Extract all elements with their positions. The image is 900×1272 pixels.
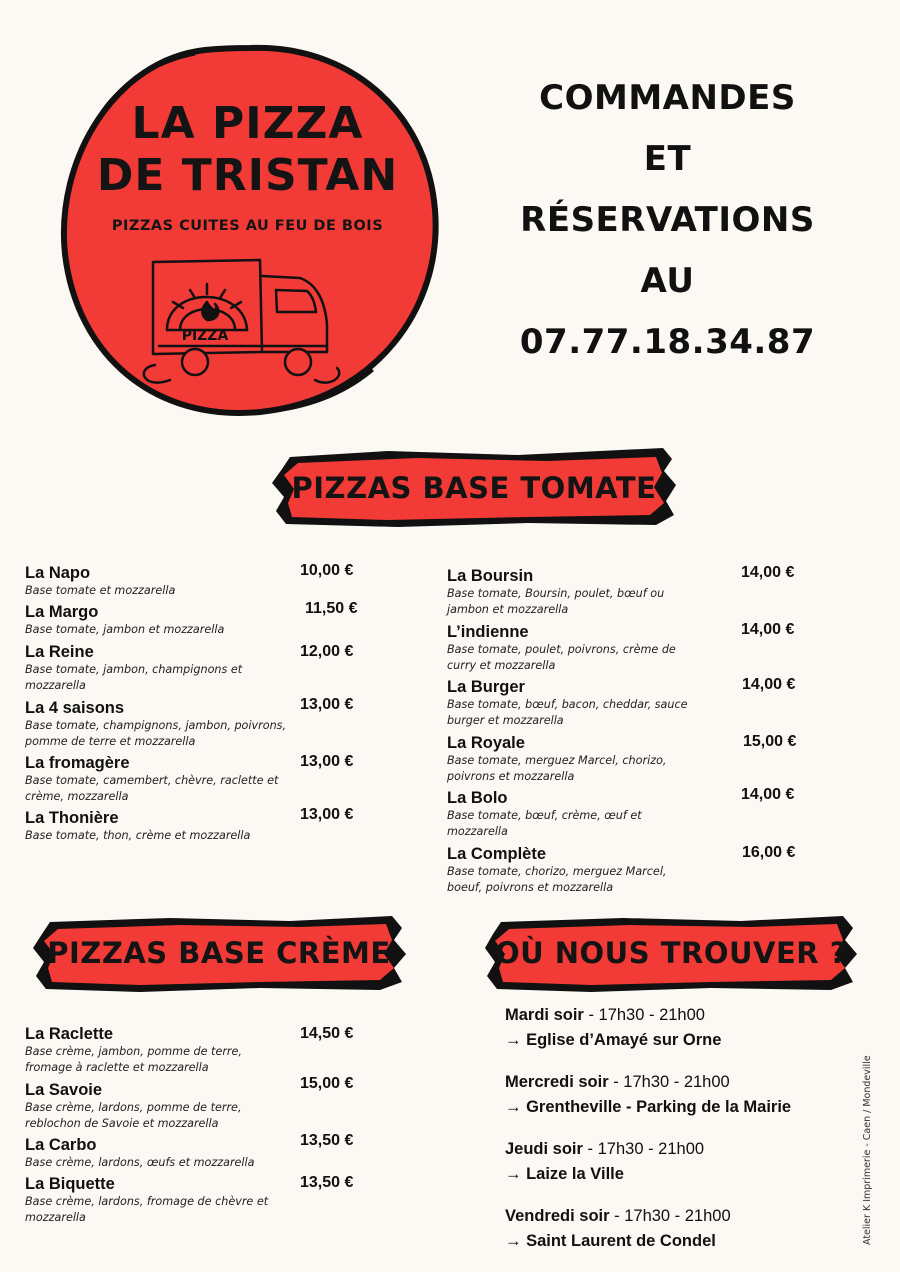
- section-title-tomate: PIZZAS BASE TOMATE: [291, 470, 657, 505]
- contact-line-2: ET: [643, 139, 692, 179]
- menu-item: [25, 753, 287, 805]
- location-entry: [505, 1137, 865, 1187]
- menu-item: [447, 677, 702, 729]
- location-day: Mardi soir: [505, 1006, 584, 1024]
- banner-locations: [483, 912, 859, 994]
- menu-item: [25, 808, 295, 844]
- section-title-creme: PIZZAS BASE CRÈME: [47, 936, 391, 970]
- banner-tomate: [268, 445, 680, 530]
- menu-item: [447, 622, 702, 674]
- section-title-locations: OÙ NOUS TROUVER ?: [494, 936, 848, 970]
- location-day: Jeudi soir: [505, 1140, 583, 1158]
- menu-item: [25, 602, 285, 638]
- location-place: → Saint Laurent de Condel: [505, 1232, 716, 1250]
- menu-item-desc: Base tomate, bœuf, crème, œuf et mozzarella: [447, 809, 642, 838]
- menu-item-desc: Base tomate, merguez Marcel, chorizo, poivrons et mozzarella: [447, 754, 667, 783]
- menu-item-name: La Biquette: [25, 1175, 115, 1193]
- menu-item-price: 14,00 €: [742, 676, 796, 693]
- menu-item-price: 14,00 €: [741, 786, 795, 803]
- menu-item-price: 15,00 €: [300, 1075, 354, 1092]
- menu-item-name: La Margo: [25, 603, 99, 621]
- menu-item-name: L’indienne: [447, 623, 529, 641]
- menu-item-price: 14,00 €: [741, 564, 795, 581]
- menu-item-name: La Burger: [447, 678, 525, 696]
- menu-item-name: La Napo: [25, 564, 91, 582]
- menu-item-name: La Boursin: [447, 567, 534, 585]
- menu-item: [447, 788, 702, 840]
- location-hours: - 17h30 - 21h00: [582, 1140, 705, 1158]
- menu-item: [25, 1024, 287, 1076]
- menu-item-price: 11,50 €: [305, 600, 358, 617]
- menu-item-desc: Base tomate, camembert, chèvre, raclette et crème, mozzarella: [25, 774, 279, 803]
- menu-item-desc: Base tomate, Boursin, poulet, bœuf ou jambon et mozzarella: [447, 587, 665, 616]
- menu-item-name: La Thonière: [25, 809, 119, 827]
- menu-item-price: 14,00 €: [741, 621, 795, 638]
- menu-item: [447, 566, 702, 618]
- menu-item-price: 13,00 €: [300, 753, 354, 770]
- menu-item-desc: Base crème, jambon, pomme de terre, fromage à raclette et mozzarella: [25, 1045, 242, 1074]
- menu-item: [447, 733, 702, 785]
- menu-item: [447, 844, 702, 896]
- menu-item-price: 10,00 €: [300, 562, 354, 579]
- menu-item-name: La Carbo: [25, 1136, 97, 1154]
- location-day: Vendredi soir: [505, 1207, 610, 1225]
- banner-creme: [30, 912, 408, 994]
- menu-item-price: 13,00 €: [300, 806, 354, 823]
- truck-label: PIZZA: [181, 328, 229, 344]
- menu-item-desc: Base tomate, jambon et mozzarella: [25, 623, 225, 636]
- location-entry: [505, 1003, 865, 1053]
- menu-item-price: 12,00 €: [300, 643, 354, 660]
- logo: [55, 40, 440, 420]
- menu-item: [25, 563, 285, 599]
- menu-item-desc: Base tomate, chorizo, merguez Marcel, boeuf, poivrons et mozzarella: [447, 865, 667, 894]
- menu-item-price: 13,00 €: [300, 696, 354, 713]
- location-entry: [505, 1204, 865, 1254]
- menu-item-desc: Base crème, lardons, pomme de terre, reblochon de Savoie et mozzarella: [25, 1101, 242, 1130]
- location-hours: - 17h30 - 21h00: [609, 1207, 731, 1225]
- contact-line-1: COMMANDES: [539, 78, 796, 118]
- menu-item-price: 15,00 €: [743, 733, 797, 750]
- menu-item-name: La Reine: [25, 643, 94, 661]
- menu-item-desc: Base tomate, poulet, poivrons, crème de curry et mozzarella: [447, 643, 676, 672]
- menu-item-name: La Bolo: [447, 789, 508, 807]
- printer-credit: Atelier K Imprimerie - Caen / Mondeville: [862, 1055, 873, 1245]
- contact-line-4: AU: [640, 261, 695, 301]
- logo-title-line2: DE TRISTAN: [96, 150, 399, 201]
- menu-item-desc: Base tomate, jambon, champignons et mozzarella: [25, 663, 243, 692]
- logo-subtitle: PIZZAS CUITES AU FEU DE BOIS: [111, 218, 384, 234]
- logo-title-line1: LA PIZZA: [131, 98, 364, 149]
- menu-item-name: La Savoie: [25, 1081, 103, 1099]
- menu-item: [25, 642, 285, 694]
- phone-number[interactable]: 07.77.18.34.87: [519, 322, 816, 362]
- menu-item-name: La Complète: [447, 845, 547, 863]
- location-hours: - 17h30 - 21h00: [608, 1073, 730, 1091]
- location-hours: - 17h30 - 21h00: [583, 1006, 705, 1024]
- location-place: → Eglise d’Amayé sur Orne: [505, 1031, 722, 1049]
- menu-item-name: La fromagère: [25, 754, 130, 772]
- location-day: Mercredi soir: [505, 1073, 609, 1091]
- contact-block: [500, 68, 835, 373]
- menu-item-name: La Royale: [447, 734, 525, 752]
- menu-item-desc: Base tomate, champignons, jambon, poivrons, pomme de terre et mozzarella: [25, 719, 287, 748]
- menu-item: [25, 1174, 287, 1226]
- menu-item-price: 14,50 €: [300, 1025, 354, 1042]
- menu-item-price: 16,00 €: [742, 844, 796, 861]
- menu-item-desc: Base crème, lardons, œufs et mozzarella: [25, 1156, 255, 1169]
- menu-item: [25, 1135, 295, 1171]
- location-place: → Laize la Ville: [505, 1165, 624, 1183]
- menu-item-name: La 4 saisons: [25, 699, 125, 717]
- menu-item-name: La Raclette: [25, 1025, 114, 1043]
- menu-item-price: 13,50 €: [300, 1132, 354, 1149]
- menu-item-desc: Base tomate, thon, crème et mozzarella: [25, 829, 251, 842]
- menu-item-price: 13,50 €: [300, 1174, 354, 1191]
- menu-item-desc: Base crème, lardons, fromage de chèvre et mozzarella: [25, 1195, 269, 1224]
- menu-item-desc: Base tomate et mozzarella: [25, 584, 176, 597]
- menu-item: [25, 698, 287, 750]
- location-entry: [505, 1070, 865, 1120]
- contact-line-3: RÉSERVATIONS: [520, 200, 815, 240]
- menu-item: [25, 1080, 287, 1132]
- menu-item-desc: Base tomate, bœuf, bacon, cheddar, sauce burger et mozzarella: [447, 698, 688, 727]
- location-place: → Grentheville - Parking de la Mairie: [505, 1098, 792, 1116]
